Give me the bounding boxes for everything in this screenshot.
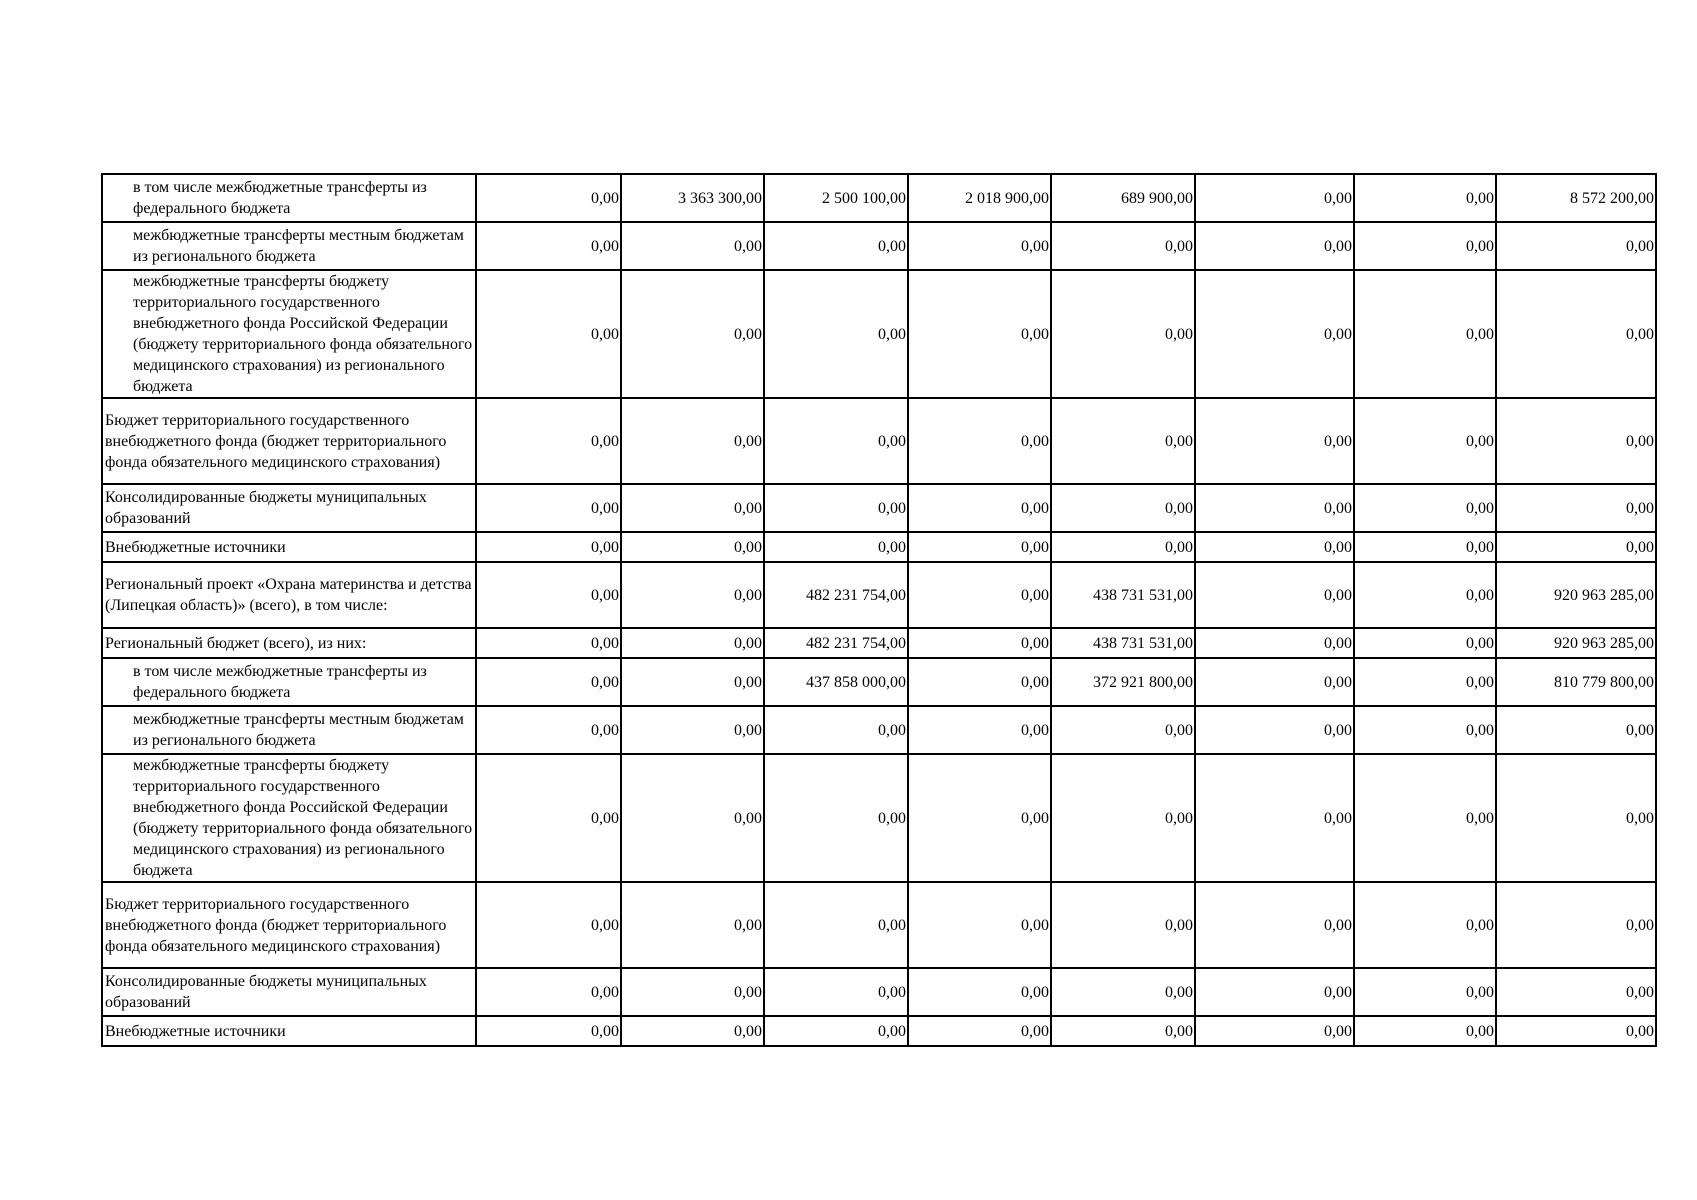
value-cell: 0,00 <box>1496 270 1656 398</box>
value-cell: 0,00 <box>1195 658 1354 706</box>
value-cell: 0,00 <box>908 754 1051 882</box>
value-cell: 689 900,00 <box>1051 174 1195 222</box>
value-cell: 0,00 <box>908 882 1051 968</box>
row-label: межбюджетные трансферты бюджету территориального государственного внебюджетного фонда Российской Федерации (бюджету территориального фонда обязательного медицинского страхования) из регионального бюджета <box>102 270 476 398</box>
value-cell: 0,00 <box>1496 532 1656 562</box>
value-cell: 0,00 <box>764 222 908 270</box>
value-cell: 0,00 <box>1051 532 1195 562</box>
row-label: в том числе межбюджетные трансферты из федерального бюджета <box>102 174 476 222</box>
value-cell: 0,00 <box>1195 398 1354 484</box>
value-cell: 0,00 <box>1051 754 1195 882</box>
value-cell: 0,00 <box>1195 532 1354 562</box>
value-cell: 0,00 <box>908 484 1051 532</box>
value-cell: 0,00 <box>1195 628 1354 658</box>
value-cell: 0,00 <box>1496 398 1656 484</box>
value-cell: 0,00 <box>476 270 621 398</box>
value-cell: 0,00 <box>1051 882 1195 968</box>
value-cell: 0,00 <box>476 532 621 562</box>
value-cell: 0,00 <box>476 706 621 754</box>
value-cell: 0,00 <box>621 1016 764 1046</box>
value-cell: 0,00 <box>1496 968 1656 1016</box>
value-cell: 0,00 <box>476 754 621 882</box>
value-cell: 0,00 <box>1354 532 1496 562</box>
table-row <box>102 484 1656 532</box>
value-cell: 0,00 <box>1496 222 1656 270</box>
value-cell: 0,00 <box>476 658 621 706</box>
value-cell: 0,00 <box>764 754 908 882</box>
value-cell: 0,00 <box>621 968 764 1016</box>
value-cell: 3 363 300,00 <box>621 174 764 222</box>
value-cell: 0,00 <box>1496 1016 1656 1046</box>
value-cell: 920 963 285,00 <box>1496 628 1656 658</box>
value-cell: 0,00 <box>621 882 764 968</box>
value-cell: 0,00 <box>764 398 908 484</box>
value-cell: 0,00 <box>621 562 764 628</box>
value-cell: 0,00 <box>1354 706 1496 754</box>
row-label: Региональный бюджет (всего), из них: <box>102 628 476 658</box>
budget-table-body <box>102 174 1656 1046</box>
value-cell: 0,00 <box>476 562 621 628</box>
value-cell: 0,00 <box>908 270 1051 398</box>
table-row <box>102 968 1656 1016</box>
value-cell: 0,00 <box>621 222 764 270</box>
value-cell: 0,00 <box>1354 174 1496 222</box>
value-cell: 0,00 <box>908 398 1051 484</box>
value-cell: 0,00 <box>1195 968 1354 1016</box>
value-cell: 437 858 000,00 <box>764 658 908 706</box>
value-cell: 0,00 <box>764 532 908 562</box>
value-cell: 2 018 900,00 <box>908 174 1051 222</box>
value-cell: 0,00 <box>1354 658 1496 706</box>
table-row <box>102 222 1656 270</box>
value-cell: 0,00 <box>764 484 908 532</box>
value-cell: 0,00 <box>621 398 764 484</box>
value-cell: 0,00 <box>908 562 1051 628</box>
row-label: Бюджет территориального государственного внебюджетного фонда (бюджет территориального фонда обязательного медицинского страхования) <box>102 398 476 484</box>
value-cell: 2 500 100,00 <box>764 174 908 222</box>
value-cell: 0,00 <box>1354 270 1496 398</box>
value-cell: 8 572 200,00 <box>1496 174 1656 222</box>
value-cell: 0,00 <box>1496 484 1656 532</box>
value-cell: 0,00 <box>1195 754 1354 882</box>
value-cell: 438 731 531,00 <box>1051 562 1195 628</box>
value-cell: 0,00 <box>1354 562 1496 628</box>
value-cell: 0,00 <box>1195 882 1354 968</box>
value-cell: 0,00 <box>1354 1016 1496 1046</box>
table-row <box>102 398 1656 484</box>
value-cell: 0,00 <box>621 270 764 398</box>
table-row <box>102 532 1656 562</box>
value-cell: 0,00 <box>1051 398 1195 484</box>
row-label: межбюджетные трансферты местным бюджетам из регионального бюджета <box>102 222 476 270</box>
value-cell: 0,00 <box>476 628 621 658</box>
value-cell: 0,00 <box>1354 754 1496 882</box>
value-cell: 0,00 <box>476 398 621 484</box>
value-cell: 0,00 <box>764 1016 908 1046</box>
value-cell: 0,00 <box>908 1016 1051 1046</box>
value-cell: 0,00 <box>1051 706 1195 754</box>
value-cell: 0,00 <box>621 484 764 532</box>
row-label: Бюджет территориального государственного внебюджетного фонда (бюджет территориального фонда обязательного медицинского страхования) <box>102 882 476 968</box>
value-cell: 0,00 <box>908 968 1051 1016</box>
value-cell: 0,00 <box>621 658 764 706</box>
table-row <box>102 658 1656 706</box>
table-row <box>102 882 1656 968</box>
value-cell: 0,00 <box>621 532 764 562</box>
value-cell: 0,00 <box>1354 484 1496 532</box>
value-cell: 0,00 <box>1496 882 1656 968</box>
value-cell: 0,00 <box>1195 270 1354 398</box>
row-label: Консолидированные бюджеты муниципальных образований <box>102 968 476 1016</box>
row-label: межбюджетные трансферты бюджету территориального государственного внебюджетного фонда Российской Федерации (бюджету территориального фонда обязательного медицинского страхования) из регионального бюджета <box>102 754 476 882</box>
value-cell: 0,00 <box>1195 1016 1354 1046</box>
row-label: в том числе межбюджетные трансферты из федерального бюджета <box>102 658 476 706</box>
value-cell: 0,00 <box>1354 968 1496 1016</box>
value-cell: 0,00 <box>476 484 621 532</box>
table-row <box>102 1016 1656 1046</box>
value-cell: 482 231 754,00 <box>764 562 908 628</box>
value-cell: 0,00 <box>764 270 908 398</box>
table-row <box>102 706 1656 754</box>
value-cell: 372 921 800,00 <box>1051 658 1195 706</box>
row-label: Внебюджетные источники <box>102 532 476 562</box>
budget-table <box>101 173 1657 1047</box>
value-cell: 0,00 <box>476 882 621 968</box>
value-cell: 0,00 <box>908 222 1051 270</box>
table-row <box>102 270 1656 398</box>
value-cell: 0,00 <box>476 174 621 222</box>
value-cell: 0,00 <box>1195 706 1354 754</box>
value-cell: 0,00 <box>1051 484 1195 532</box>
table-row <box>102 562 1656 628</box>
value-cell: 0,00 <box>1195 562 1354 628</box>
table-row <box>102 754 1656 882</box>
value-cell: 0,00 <box>621 754 764 882</box>
value-cell: 0,00 <box>476 968 621 1016</box>
value-cell: 0,00 <box>1496 754 1656 882</box>
value-cell: 0,00 <box>1195 484 1354 532</box>
row-label: Региональный проект «Охрана материнства и детства (Липецкая область)» (всего), в том числе: <box>102 562 476 628</box>
row-label: Консолидированные бюджеты муниципальных образований <box>102 484 476 532</box>
value-cell: 0,00 <box>1354 398 1496 484</box>
value-cell: 0,00 <box>1354 222 1496 270</box>
value-cell: 0,00 <box>621 706 764 754</box>
value-cell: 0,00 <box>908 706 1051 754</box>
value-cell: 0,00 <box>908 532 1051 562</box>
value-cell: 920 963 285,00 <box>1496 562 1656 628</box>
value-cell: 0,00 <box>764 882 908 968</box>
value-cell: 0,00 <box>1195 222 1354 270</box>
value-cell: 0,00 <box>476 1016 621 1046</box>
value-cell: 0,00 <box>476 222 621 270</box>
value-cell: 438 731 531,00 <box>1051 628 1195 658</box>
value-cell: 0,00 <box>1354 882 1496 968</box>
value-cell: 0,00 <box>1051 1016 1195 1046</box>
value-cell: 0,00 <box>764 706 908 754</box>
value-cell: 0,00 <box>1496 706 1656 754</box>
value-cell: 0,00 <box>1051 270 1195 398</box>
value-cell: 0,00 <box>621 628 764 658</box>
table-row <box>102 628 1656 658</box>
value-cell: 0,00 <box>908 658 1051 706</box>
value-cell: 0,00 <box>764 968 908 1016</box>
value-cell: 0,00 <box>1195 174 1354 222</box>
value-cell: 0,00 <box>1051 222 1195 270</box>
value-cell: 482 231 754,00 <box>764 628 908 658</box>
value-cell: 0,00 <box>1051 968 1195 1016</box>
row-label: межбюджетные трансферты местным бюджетам из регионального бюджета <box>102 706 476 754</box>
value-cell: 0,00 <box>1354 628 1496 658</box>
value-cell: 810 779 800,00 <box>1496 658 1656 706</box>
table-row <box>102 174 1656 222</box>
value-cell: 0,00 <box>908 628 1051 658</box>
row-label: Внебюджетные источники <box>102 1016 476 1046</box>
